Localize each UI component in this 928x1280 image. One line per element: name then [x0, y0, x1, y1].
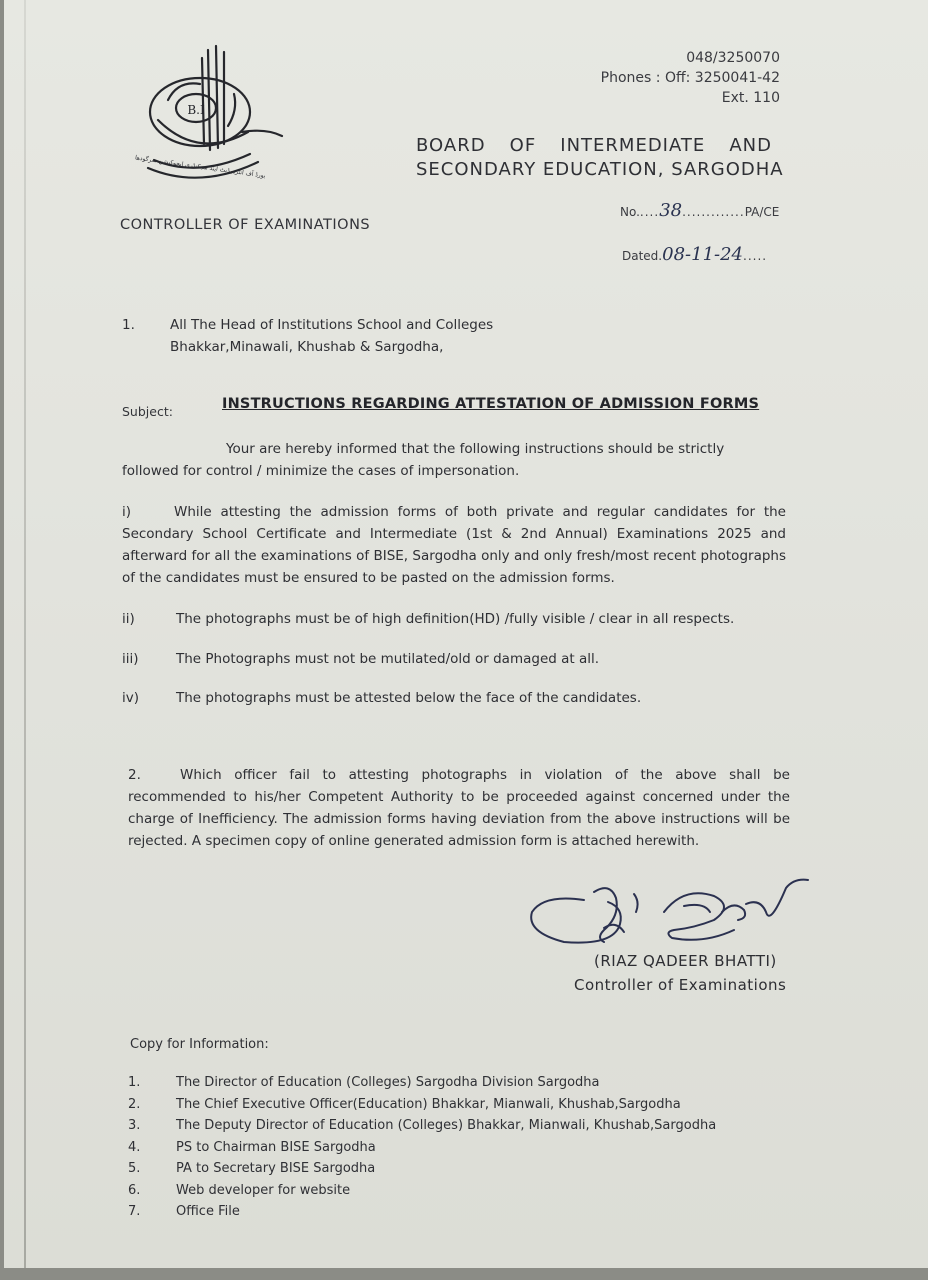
copy-item-num: 4. — [128, 1139, 141, 1155]
copy-item — [128, 1158, 748, 1180]
copy-item-num: 7. — [128, 1204, 141, 1219]
office-heading: CONTROLLER OF EXAMINATIONS — [120, 217, 371, 233]
copy-item — [128, 1115, 748, 1137]
addressee-number: 1. — [122, 317, 135, 333]
board-word-4: AND — [729, 135, 772, 156]
copy-item — [128, 1094, 748, 1116]
addressee-block — [170, 314, 590, 358]
instruction-number-1: i) — [122, 504, 132, 520]
ref-no-suffix: PA/CE — [744, 205, 780, 219]
copy-list — [128, 1072, 748, 1223]
para2-number: 2. — [128, 767, 141, 783]
instruction-number-4: iv) — [122, 690, 140, 706]
copy-item-num: 3. — [128, 1118, 141, 1133]
board-name — [416, 134, 784, 182]
intro-line-1: Your are hereby informed that the following instructions should be strictly — [226, 441, 725, 457]
subject-title: INSTRUCTIONS REGARDING ATTESTATION OF ADMISSION FORMS — [222, 396, 760, 412]
addressee-line-2: Bhakkar,Minawali, Khushab & Sargodha, — [170, 339, 444, 355]
reference-number: No.....38.............PA/CE — [620, 200, 780, 221]
paper-fold-line — [24, 0, 26, 1268]
ref-no-value: 38 — [659, 200, 683, 221]
letter-page — [4, 0, 928, 1268]
signatory-name: (RIAZ QADEER BHATTI) — [594, 952, 777, 970]
reference-date: Dated.08-11-24..... — [622, 244, 768, 265]
handwritten-signature — [524, 872, 824, 952]
addressee-line-1: All The Head of Institutions School and Colleges — [170, 317, 494, 333]
board-seal-logo — [134, 40, 288, 200]
phone-line-3: Ext. 110 — [721, 90, 780, 106]
copy-item — [128, 1072, 748, 1094]
phone-block — [564, 48, 780, 108]
ref-no-label: No. — [620, 205, 640, 219]
copy-item — [128, 1201, 748, 1223]
copy-item-text: PS to Chairman BISE Sargodha — [176, 1139, 376, 1155]
copy-item-text: PA to Secretary BISE Sargodha — [176, 1161, 376, 1176]
ref-date-value: 08-11-24 — [662, 244, 744, 265]
seal-caption: بورڈ آف انٹرمیڈیٹ اینڈ سیکنڈری ایجوکیشن سرگودھا — [134, 154, 266, 180]
copy-item-num: 6. — [128, 1182, 141, 1198]
copy-item-num: 5. — [128, 1161, 141, 1176]
copy-item-text: The Chief Executive Officer(Education) Bhakkar, Mianwali, Khushab,Sargodha — [176, 1096, 681, 1112]
phone-line-2: Phones : Off: 3250041-42 — [600, 70, 780, 86]
board-word-2: OF — [509, 135, 537, 156]
copy-item-text: Office File — [176, 1204, 240, 1219]
instruction-number-3: iii) — [122, 651, 139, 667]
copy-heading: Copy for Information: — [130, 1037, 269, 1052]
instruction-number-2: ii) — [122, 611, 135, 627]
board-word-1: BOARD — [416, 135, 486, 156]
instruction-text-3: The Photographs must not be mutilated/old or damaged at all. — [176, 651, 600, 667]
ref-date-label: Dated. — [622, 249, 663, 263]
copy-item-num: 1. — [128, 1075, 141, 1090]
copy-item-text: The Director of Education (Colleges) Sargodha Division Sargodha — [176, 1075, 600, 1090]
subject-label: Subject: — [122, 404, 173, 419]
intro-paragraph — [122, 438, 790, 482]
copy-item — [128, 1137, 748, 1159]
copy-item-text: The Deputy Director of Education (Colleges) Bhakkar, Mianwali, Khushab,Sargodha — [176, 1118, 717, 1133]
svg-text:B.I: B.I — [187, 103, 205, 117]
board-name-line-1 — [416, 134, 772, 158]
copy-item-text: Web developer for website — [176, 1182, 351, 1198]
intro-line-2: followed for control / minimize the cases of impersonation. — [122, 463, 520, 479]
board-word-3: INTERMEDIATE — [560, 135, 706, 156]
instruction-text-4: The photographs must be attested below the face of the candidates. — [176, 690, 642, 706]
copy-item-num: 2. — [128, 1096, 141, 1112]
instruction-text-1: While attesting the admission forms of both private and regular candidates for the Secondary School Certificate and Intermediate (1st & 2nd Annual) Examinations 2025 and afterward for all the examinations of BISE, Sargodha only and only fresh/most recent photographs of the candidates must be ensured to be pasted on the admission forms. — [122, 504, 786, 586]
copy-item — [128, 1180, 748, 1202]
para2-text: Which officer fail to attesting photographs in violation of the above shall be recommended to his/her Competent Authority to be proceeded against concerned under the charge of Inefficiency. The admission forms having deviation from the above instructions will be rejected. A specimen copy of online generated admission form is attached herewith. — [128, 767, 790, 849]
signatory-title: Controller of Examinations — [574, 976, 787, 994]
instruction-text-2: The photographs must be of high definition(HD) /fully visible / clear in all respects. — [176, 611, 735, 627]
board-name-line-2: SECONDARY EDUCATION, SARGODHA — [416, 159, 784, 180]
phone-line-1: 048/3250070 — [686, 50, 780, 66]
